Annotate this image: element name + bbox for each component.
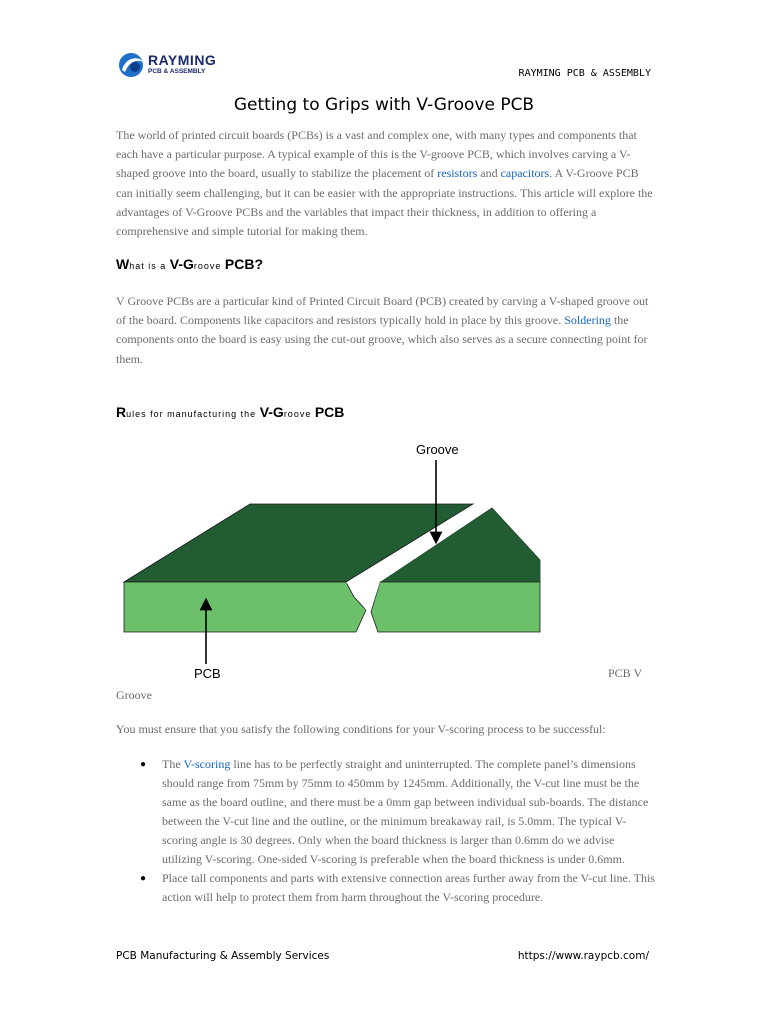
heading-part: V-G <box>169 256 194 272</box>
definition-text-2: the components onto the board is easy using the cut-out groove, which also serves as a secure connecting point for them. <box>116 313 648 366</box>
footer-url-link[interactable]: https://www.raypcb.com/ <box>517 950 649 962</box>
right-board-side <box>371 582 540 632</box>
heading-part: V-G <box>259 404 284 420</box>
heading-part: PCB <box>314 404 345 420</box>
v-groove-illustration <box>116 432 546 680</box>
footer-services: PCB Manufacturing & Assembly Services <box>116 950 330 962</box>
heading-part: ules for manufacturing the <box>126 409 260 419</box>
intro-paragraph <box>116 126 656 241</box>
page-title: Getting to Grips with V-Groove PCB <box>233 95 535 115</box>
resistors-link[interactable]: resistors <box>437 166 478 181</box>
v-scoring-link[interactable]: V-scoring <box>183 757 231 771</box>
conditions-list <box>136 755 656 907</box>
header-company-name: RAYMING PCB & ASSEMBLY <box>518 68 651 79</box>
list-item <box>136 755 656 869</box>
list-text: line has to be perfectly straight and uninterrupted. The complete panel’s dimensions should range from 75mm by 75mm to 450mm by 1245mm. Additionally, the V-cut line must be the same as the board outline, and there must be a 0mm gap between individual sub-boards. The distance between the V-cut line and the outline, or the minimum breakaway rail, is 5.0mm. The typical V-scoring angle is 30 degrees. Only when the board thickness is larger than 0.6mm do we advise utilizing V-scoring. One-sided V-scoring is preferable when the board thickness is under 0.6mm. <box>162 757 649 866</box>
list-item <box>136 869 656 907</box>
logo-swirl-icon <box>116 50 146 80</box>
bullet-icon: ● <box>140 759 147 770</box>
groove-label: Groove <box>416 442 459 457</box>
logo-subtitle: PCB & ASSEMBLY <box>148 68 206 75</box>
definition-text-1: V Groove PCBs are a particular kind of Printed Circuit Board (PCB) created by carving a V-shaped groove out of the board. Components like capacitors and resistors typically hold in place by this groove. <box>116 294 649 328</box>
heading-part: W <box>116 256 130 272</box>
intro-text-1: The world of printed circuit boards (PCBs) is a vast and complex one, with many types and components that each have a particular purpose. A typical example of this is the V-groove PCB, which involves carving a V-shaped groove into the board, usually to stabilize the placement of <box>116 128 637 181</box>
logo-brand-text: RAYMING <box>148 52 217 68</box>
intro-text-3: . A V-Groove PCB can initially seem challenging, but it can be easier with the appropriate instructions. This article will explore the advantages of V-Groove PCBs and the variables that impact their thickness, in addition to offering a comprehensive and simple tutorial for making them. <box>116 166 653 239</box>
definition-paragraph <box>116 292 656 369</box>
figure-caption-part-1: PCB V <box>608 666 643 680</box>
heading-part: R <box>116 404 127 420</box>
pcb-label: PCB <box>194 666 221 678</box>
list-text: The <box>162 757 184 771</box>
heading-part: roove <box>193 261 225 271</box>
conditions-intro: You must ensure that you satisfy the following conditions for your V-scoring process to be successful: <box>116 722 606 736</box>
intro-text-2: and <box>477 166 501 181</box>
capacitors-link[interactable]: capacitors <box>500 166 550 181</box>
section-heading-what-is <box>116 256 263 272</box>
figure-caption-part-2: Groove <box>116 688 152 702</box>
left-board-side <box>124 582 366 632</box>
soldering-link[interactable]: Soldering <box>564 313 611 328</box>
v-groove-diagram <box>116 432 546 680</box>
company-logo <box>116 50 226 80</box>
bullet-icon: ● <box>140 873 147 884</box>
section-heading-rules <box>116 404 344 420</box>
list-text: Place tall components and parts with extensive connection areas further away from the V-cut line. This action will help to protect them from harm throughout the V-scoring procedure. <box>162 871 655 904</box>
heading-part: hat is a <box>129 261 170 271</box>
heading-part: roove <box>283 409 315 419</box>
heading-part: PCB? <box>224 256 264 272</box>
